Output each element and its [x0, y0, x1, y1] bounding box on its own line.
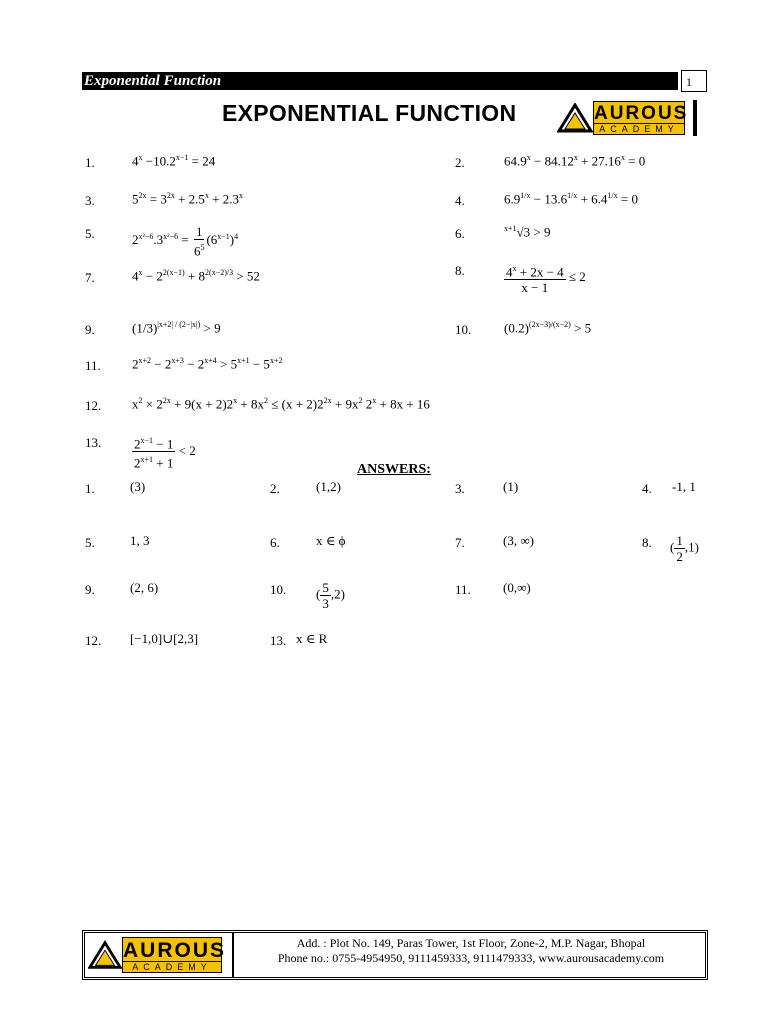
question-number: 12.: [85, 398, 102, 413]
answer-value: (0,∞): [503, 580, 531, 595]
answer-value: [−1,0]∪[2,3]: [130, 631, 199, 646]
aurous-logo-footer: [88, 937, 227, 973]
logo-box: [593, 101, 689, 135]
logo-bar: [693, 100, 697, 136]
footer-divider: [232, 932, 234, 978]
question-expression: $4^x -10.2^{x-1} = 24$: [132, 153, 216, 169]
answers-title: ANSWERS:: [357, 462, 431, 477]
answer-number: 11.: [455, 582, 471, 597]
question-expression: $\frac{2^{x-1} - 1}{2^{x+1} + 1}$ < 2: [132, 433, 196, 471]
answer-value: ( $\frac{1}{2}$ ,1): [670, 533, 699, 564]
answer-value: (2, 6): [130, 580, 159, 595]
question-number: 4.: [455, 193, 465, 208]
answer-value: x ∈ R: [296, 631, 328, 646]
answer-number: 7.: [455, 535, 465, 550]
question-expression: $6.9^{1/x} - 13.6^{1/x} + 6.4^{1/x} = 0$: [504, 191, 638, 207]
answer-value: 1, 3: [130, 533, 150, 548]
footer-address: Add. : Plot No. 149, Paras Tower, 1st Floor, Zone-2, M.P. Nagar, Bhopal: [296, 936, 646, 950]
header-title: Exponential Function: [84, 73, 222, 89]
answer-number: 12.: [85, 633, 102, 648]
logo-box: [122, 937, 227, 973]
footer-phone: Phone no.: 0755-4954950, 9111459333, 9111479333, www.aurousacademy.com: [277, 951, 665, 965]
answer-number: 6.: [270, 535, 280, 550]
answer-value: (3): [130, 479, 146, 494]
logo-word: AUROUS: [123, 939, 227, 962]
answer-number: 1.: [85, 481, 95, 496]
question-number: 9.: [85, 322, 95, 337]
question-expression: $4^x - 2^{2(x-1)} + 8^{2(x-2)/3} > 52$: [132, 268, 260, 284]
question-number: 8.: [455, 263, 465, 278]
question-expression: $2^{x^2-6}.3^{x^2-6}$ = $\frac{1}{6^5}$ $(6^{x-1})^4$: [132, 224, 239, 259]
answer-number: 5.: [85, 535, 95, 550]
logo-sub: ACADEMY: [594, 123, 684, 134]
question-number: 5.: [85, 226, 95, 241]
answer-number: 9.: [85, 582, 95, 597]
question-number: 7.: [85, 270, 95, 285]
answer-value: (1): [503, 479, 519, 494]
question-expression: $\frac{4^x + 2x - 4}{x - 1}$ ≤ 2: [504, 261, 586, 295]
answer-number: 2.: [270, 481, 280, 496]
answer-number: 13.: [270, 633, 287, 648]
answer-value: (1,2): [316, 479, 341, 494]
footer-text: [236, 936, 706, 966]
question-number: 2.: [455, 155, 465, 170]
page-number: 1: [681, 70, 707, 92]
page-title: EXPONENTIAL FUNCTION: [222, 100, 517, 126]
answer-number: 4.: [642, 481, 652, 496]
question-expression: $^{x+1}$√3 > 9: [504, 224, 551, 240]
answer-number: 3.: [455, 481, 465, 496]
answer-number: 10.: [270, 582, 287, 597]
answer-value: (3, ∞): [503, 533, 534, 548]
question-number: 11.: [85, 358, 101, 373]
answer-value: ( $\frac{5}{3}$ ,2): [316, 580, 345, 611]
answer-value: x ∈ ϕ: [316, 533, 346, 548]
question-expression: $2^{x+2} - 2^{x+3} - 2^{x+4} > 5^{x+1} - 5^{x+2}$: [132, 356, 283, 372]
logo-sub: ACADEMY: [123, 961, 221, 972]
question-number: 3.: [85, 193, 95, 208]
answer-number: 8.: [642, 535, 652, 550]
question-expression: $(0.2)^{(2x-3)/(x-2)} > 5$: [504, 320, 592, 336]
logo-word: AUROUS: [594, 103, 689, 124]
question-number: 10.: [455, 322, 472, 337]
question-number: 1.: [85, 155, 95, 170]
triangle-logo-icon: [88, 940, 122, 970]
question-number: 13.: [85, 435, 102, 450]
triangle-logo-icon: [557, 103, 593, 133]
aurous-logo-top: [557, 100, 697, 136]
question-expression: $5^{2x} = 3^{2x} + 2.5^x + 2.3^x$: [132, 191, 244, 207]
question-expression: $64.9^x - 84.12^x + 27.16^x = 0$: [504, 153, 646, 169]
question-expression: $(1/3)^{|x+2| / (2-|x|)} > 9$: [132, 320, 221, 336]
question-number: 6.: [455, 226, 465, 241]
answer-value: -1, 1: [672, 479, 696, 494]
question-expression: $x^2 \times 2^{2x} + 9(x + 2)2^x + 8x^2 \le (x + 2)2^{2x} + 9x^2$ $2^x + 8x + 16$: [132, 396, 430, 412]
